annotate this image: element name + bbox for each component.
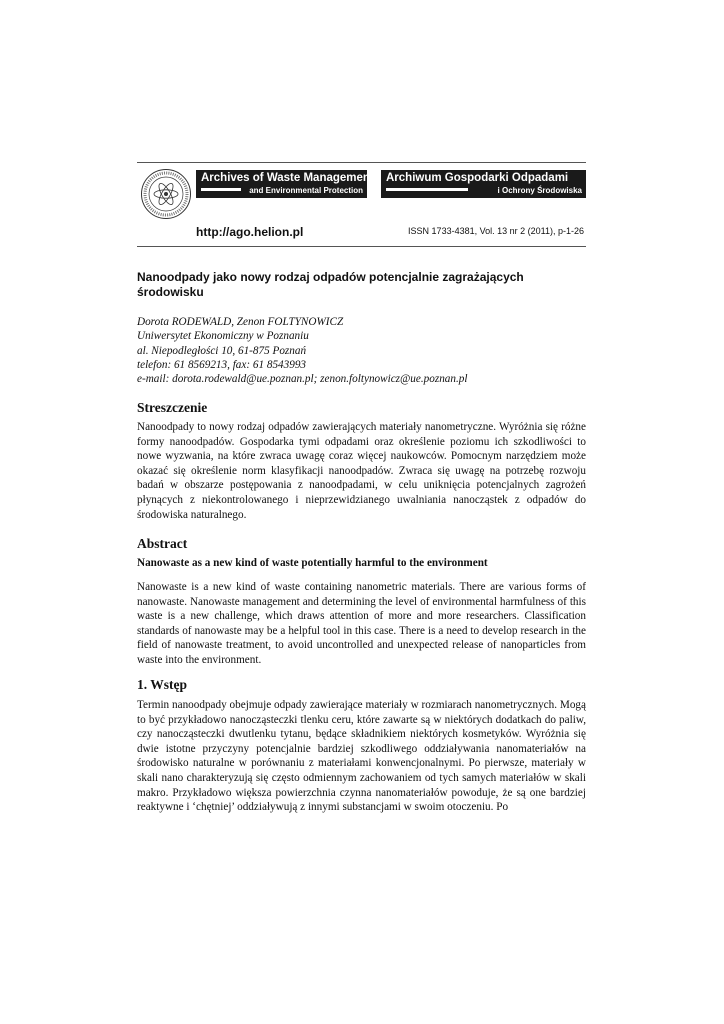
banner-archives-en (196, 170, 374, 198)
section-heading-intro: 1. Wstęp (137, 677, 188, 692)
section-heading-abstract: Abstract (137, 536, 188, 551)
abstract-subtitle: Nanowaste as a new kind of waste potentially harmful to the environment (137, 557, 488, 569)
banner-pl-stripe (386, 188, 468, 191)
article-title: Nanoodpady jako nowy rodzaj odpadów potencjalnie zagrażających środowisku (137, 270, 524, 299)
paragraph-streszczenie: Nanoodpady to nowy rodzaj odpadów zawierających materiały nanometryczne. Wyróżnia się różne formy nanoodpadów. Gospodarka tymi odpadami oraz określenie poziomu ich szkodliwości to nowe wyzwania, na które zwraca uwagę coraz więcej naukowców. Pomocnym narzędziem może okazać się określenie norm klasyfikacji nanoodpadów. Zwraca się uwagę na potrzebę rozwoju badań w obszarze postępowania z nanoodpadami, w celu uniknięcia potencjalnych zagrożeń płynących z niekontrolowanego i nieprzewidzianego uwalniania nanocząstek z odpadów do środowiska naturalnego. (137, 421, 586, 521)
author-address: al. Niepodległości 10, 61-875 Poznań (137, 344, 307, 357)
paragraph-intro: Termin nanoodpady obejmuje odpady zawierające materiały w rozmiarach nanometrycznych. Mogą to być przykładowo nanocząsteczki tlenku ceru, które zawarte są w niektórych dodatkach do paliw, czy nanocząsteczki dwutlenku tytanu, będące składnikiem niektórych kosmetyków. Wyróżnia się dwie istotne przyczyny potencjalnie bardziej szkodliwego oddziaływania nanomateriałów na środowisko naturalne w porównaniu z materiałami konwencjonalnymi. Po pierwsze, materiały w skali nano charakteryzują się często odmiennym zachowaniem od tych samych materiałów w skali makro. Przykładowo większa powierzchnia czynna nanomateriałów powoduje, że są one bardziej reaktywne i ‘chętniej’ oddziaływują z innymi substancjami w swoim otoczeniu. Po (137, 699, 586, 814)
journal-seal-icon (140, 168, 192, 220)
author-affiliation: Uniwersytet Ekonomiczny w Poznaniu (137, 330, 309, 343)
banner-en-title: Archives of Waste Management (201, 172, 374, 184)
banner-pl-subtitle: i Ochrony Środowiska (497, 186, 582, 195)
header-rule-top (137, 162, 586, 163)
author-phone: telefon: 61 8569213, fax: 61 8543993 (137, 358, 307, 371)
banner-en-subtitle: and Environmental Protection (249, 186, 363, 195)
paragraph-abstract: Nanowaste is a new kind of waste containing nanometric materials. There are various forms of nanowaste. Nanowaste management and determining the level of environmental harmfulness of this waste is a new challenge, which draws attention of more and more researchers. Classification standards of nanowaste may be a helpful tool in this case. There is a need to develop research in the field of nanowaste treatment, to avoid uncontrolled and unexpected release of nanoparticles from waste into the environment. (137, 581, 586, 666)
banner-en-stripe (201, 188, 241, 191)
section-heading-streszczenie: Streszczenie (137, 400, 208, 415)
author-names: Dorota RODEWALD, Zenon FOLTYNOWICZ (137, 316, 344, 328)
author-email: e-mail: dorota.rodewald@ue.poznan.pl; zenon.foltynowicz@ue.poznan.pl (137, 373, 468, 386)
issn-info: ISSN 1733-4381, Vol. 13 nr 2 (2011), p-1-26 (408, 226, 584, 236)
banner-archiwum-pl (381, 170, 586, 198)
author-block (137, 315, 587, 386)
header-rule-bottom (137, 246, 586, 247)
journal-url-link[interactable]: http://ago.helion.pl (196, 225, 304, 239)
banner-pl-title: Archiwum Gospodarki Odpadami (386, 172, 569, 184)
